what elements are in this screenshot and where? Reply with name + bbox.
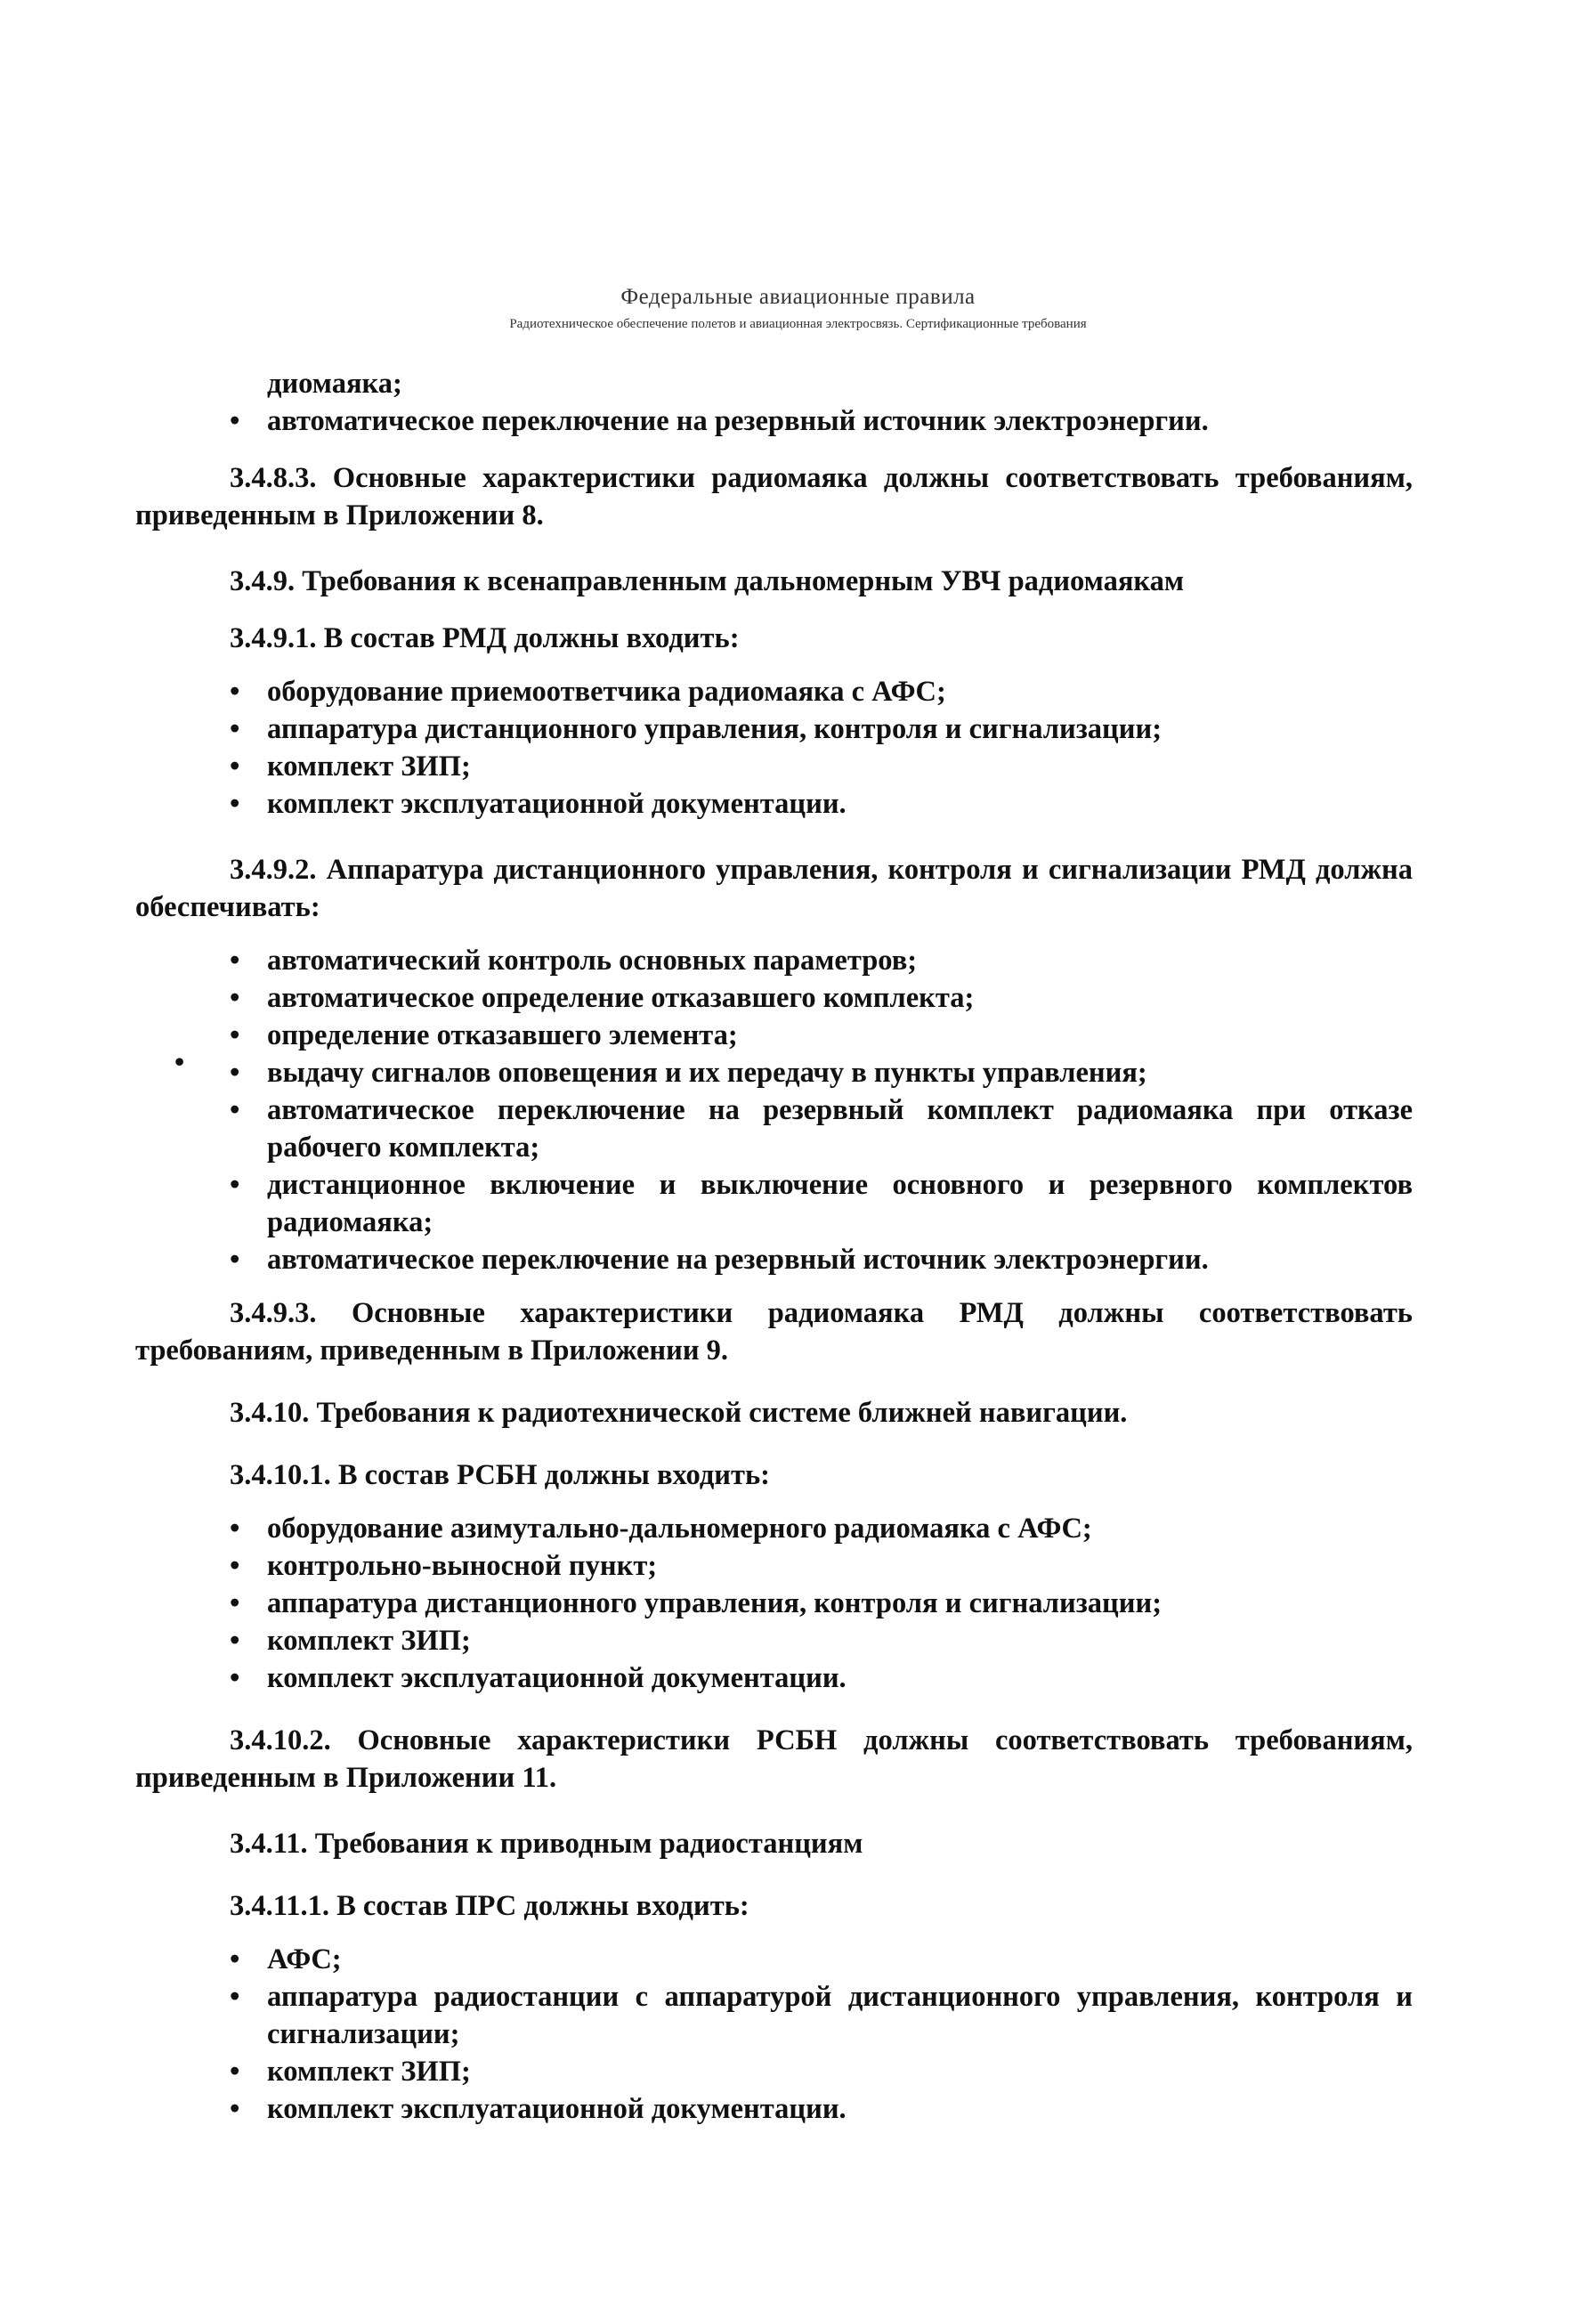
header-subtitle: Радиотехническое обеспечение полетов и авиационная электросвязь. Сертификационные требования — [509, 317, 1087, 331]
bullet-icon: • — [230, 1662, 240, 1694]
paragraph-3-4-11-1: 3.4.11.1. В состав ПРС должны входить: — [230, 1890, 749, 1922]
bullet-icon: • — [230, 1244, 240, 1276]
running-header — [0, 285, 1596, 332]
list-item — [135, 1510, 1413, 1547]
list-item — [135, 1622, 1413, 1659]
continued-text: диомаяка; — [267, 368, 402, 400]
list-item — [135, 1941, 1413, 1978]
list-item-text: комплект ЗИП; — [267, 2056, 471, 2088]
list-item — [135, 979, 1413, 1017]
list-item — [135, 1241, 1413, 1278]
paragraph-3-4-9-2: 3.4.9.2. Аппаратура дистанционного управления, контроля и сигнализации РМД должна обеспечивать: — [135, 854, 1413, 923]
list-item — [135, 942, 1413, 979]
list-item-text: комплект ЗИП; — [267, 750, 471, 783]
list-item-text: оборудование приемоответчика радиомаяка с АФС; — [267, 676, 946, 708]
list-item — [135, 402, 1413, 440]
list-item-text: дистанционное включение и выключение основного и резервного комплектов радиомаяка; — [267, 1169, 1413, 1238]
list-item-text: контрольно-выносной пункт; — [267, 1550, 658, 1582]
bullet-icon: • — [230, 1981, 240, 2013]
list-item — [135, 2090, 1413, 2128]
paragraph-3-4-9-1: 3.4.9.1. В состав РМД должны входить: — [230, 622, 740, 654]
paragraph-3-4-10-2: 3.4.10.2. Основные характеристики РСБН должны соответствовать требованиям, приведенным в Приложении 11. — [135, 1724, 1413, 1794]
bullet-icon: • — [230, 1057, 240, 1089]
heading-3-4-9: 3.4.9. Требования к всенаправленным дальномерным УВЧ радиомаякам — [230, 565, 1185, 597]
list-item-text: АФС; — [267, 1943, 342, 1975]
list-item-text: автоматический контроль основных параметров; — [267, 945, 918, 977]
list-item-text: комплект эксплуатационной документации. — [267, 2093, 847, 2125]
list-item-text: комплект эксплуатационной документации. — [267, 788, 847, 820]
list-item-text: выдачу сигналов оповещения и их передачу в пункты управления; — [267, 1057, 1147, 1089]
bullet-icon: • — [230, 1625, 240, 1657]
paragraph-3-4-10-1: 3.4.10.1. В состав РСБН должны входить: — [230, 1459, 770, 1491]
list-3-4-9-1 — [135, 673, 1413, 823]
list-item — [135, 785, 1413, 823]
bullet-icon: • — [230, 2093, 240, 2125]
bullet-icon: • — [230, 1019, 240, 1051]
list-item — [135, 748, 1413, 785]
heading-3-4-11: 3.4.11. Требования к приводным радиостанциям — [230, 1828, 863, 1860]
bullet-icon: • — [230, 1587, 240, 1619]
list-item-text: комплект ЗИП; — [267, 1625, 471, 1657]
list-item — [135, 1585, 1413, 1622]
bullet-icon: • — [230, 1094, 240, 1126]
bullet-icon: • — [230, 750, 240, 783]
list-top — [135, 402, 1413, 440]
list-item-text: определение отказавшего элемента; — [267, 1019, 738, 1051]
header-title: Федеральные авиационные правила — [620, 285, 976, 309]
bullet-icon: • — [230, 1513, 240, 1545]
list-item — [135, 1978, 1413, 2053]
list-item-text: автоматическое переключение на резервный комплект радиомаяка при отказе рабочего комплекта; — [267, 1094, 1413, 1164]
list-item — [135, 2053, 1413, 2090]
stray-dot: • — [174, 1045, 185, 1077]
list-item-text: аппаратура дистанционного управления, контроля и сигнализации; — [267, 1587, 1163, 1619]
list-item-text: аппаратура радиостанции с аппаратурой дистанционного управления, контроля и сигнализации; — [267, 1981, 1413, 2050]
list-item — [135, 1659, 1413, 1697]
list-item-text: аппаратура дистанционного управления, контроля и сигнализации; — [267, 713, 1163, 745]
list-item — [135, 673, 1413, 710]
bullet-icon: • — [230, 676, 240, 708]
list-3-4-9-2 — [135, 942, 1413, 1278]
heading-3-4-10: 3.4.10. Требования к радиотехнической системе ближней навигации. — [230, 1397, 1128, 1429]
bullet-icon: • — [230, 1550, 240, 1582]
list-item-text: автоматическое переключение на резервный источник электроэнергии. — [267, 405, 1209, 437]
bullet-icon: • — [230, 788, 240, 820]
document-body — [135, 365, 1413, 2128]
bullet-icon: • — [230, 405, 240, 437]
list-item — [135, 710, 1413, 748]
bullet-icon: • — [230, 1943, 240, 1975]
list-item — [135, 1091, 1413, 1166]
bullet-icon: • — [230, 1169, 240, 1201]
bullet-icon: • — [230, 945, 240, 977]
list-item-text: оборудование азимутально-дальномерного радиомаяка с АФС; — [267, 1513, 1092, 1545]
bullet-icon: • — [230, 713, 240, 745]
bullet-icon: • — [230, 2056, 240, 2088]
paragraph-3-4-8-3: 3.4.8.3. Основные характеристики радиомаяка должны соответствовать требованиям, приведенным в Приложении 8. — [135, 462, 1413, 531]
list-item — [135, 1166, 1413, 1241]
bullet-icon: • — [230, 982, 240, 1014]
list-3-4-11-1 — [135, 1941, 1413, 2128]
paragraph-3-4-9-3: 3.4.9.3. Основные характеристики радиомаяка РМД должны соответствовать требованиям, приведенным в Приложении 9. — [135, 1297, 1413, 1367]
list-item-text: комплект эксплуатационной документации. — [267, 1662, 847, 1694]
list-item — [135, 1017, 1413, 1054]
list-item-text: автоматическое переключение на резервный источник электроэнергии. — [267, 1244, 1209, 1276]
list-item — [135, 1547, 1413, 1585]
list-3-4-10-1 — [135, 1510, 1413, 1697]
list-item — [135, 1054, 1413, 1091]
list-item-text: автоматическое определение отказавшего комплекта; — [267, 982, 975, 1014]
